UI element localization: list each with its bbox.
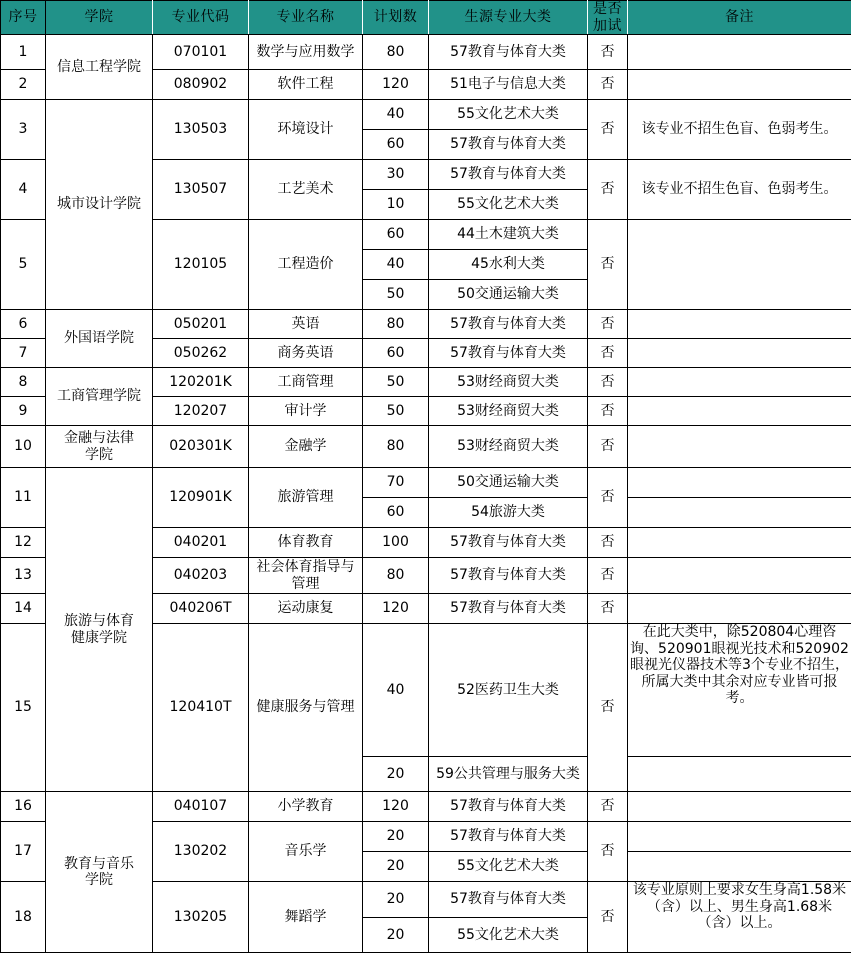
- cell-seq: 13: [1, 558, 46, 594]
- cell-source: 55文化艺术大类: [429, 852, 588, 882]
- cell-seq: 9: [1, 397, 46, 426]
- cell-major: 数学与应用数学: [249, 35, 363, 70]
- cell-plan: 120: [363, 594, 429, 624]
- cell-plan: 20: [363, 852, 429, 882]
- cell-source: 50交通运输大类: [429, 468, 588, 498]
- cell-plan: 20: [363, 918, 429, 953]
- cell-code: 130202: [153, 822, 249, 882]
- table-body: [1, 35, 851, 953]
- cell-plan: 70: [363, 468, 429, 498]
- cell-major: 审计学: [249, 397, 363, 426]
- cell-source: 53财经商贸大类: [429, 368, 588, 397]
- cell-source: 57教育与体育大类: [429, 882, 588, 918]
- header-cell-plan: 计划数: [363, 1, 429, 35]
- cell-remark: [628, 339, 851, 368]
- cell-college: [46, 426, 153, 468]
- cell-extra: 否: [588, 594, 628, 624]
- cell-remark: 该专业不招生色盲、色弱考生。: [628, 100, 851, 160]
- cell-code: 120105: [153, 220, 249, 310]
- cell-code: 130503: [153, 100, 249, 160]
- cell-source: 57教育与体育大类: [429, 792, 588, 822]
- cell-extra: 否: [588, 310, 628, 339]
- cell-plan: 60: [363, 220, 429, 250]
- table-row: [1, 368, 851, 397]
- cell-extra: 否: [588, 792, 628, 822]
- cell-remark: [628, 757, 851, 792]
- cell-code: 050262: [153, 339, 249, 368]
- table-row: [1, 468, 851, 498]
- cell-seq: 7: [1, 339, 46, 368]
- cell-plan: 50: [363, 368, 429, 397]
- cell-seq: 2: [1, 70, 46, 100]
- cell-seq: 6: [1, 310, 46, 339]
- header-extra-line-1: 是否: [593, 1, 622, 17]
- cell-major: 商务英语: [249, 339, 363, 368]
- cell-source: 57教育与体育大类: [429, 558, 588, 594]
- cell-college: [46, 792, 153, 953]
- cell-college: [46, 468, 153, 792]
- cell-source: 57教育与体育大类: [429, 160, 588, 190]
- cell-source: 57教育与体育大类: [429, 528, 588, 558]
- cell-plan: 60: [363, 339, 429, 368]
- cell-plan: 20: [363, 757, 429, 792]
- table-row: [1, 426, 851, 468]
- cell-source: 57教育与体育大类: [429, 310, 588, 339]
- cell-remark: [628, 498, 851, 528]
- cell-code: 120410T: [153, 624, 249, 792]
- cell-plan: 80: [363, 426, 429, 468]
- cell-remark: [628, 368, 851, 397]
- cell-plan: 60: [363, 130, 429, 160]
- cell-extra: 否: [588, 624, 628, 792]
- cell-seq: 5: [1, 220, 46, 310]
- cell-source: 50交通运输大类: [429, 280, 588, 310]
- cell-remark: [628, 468, 851, 498]
- cell-seq: 11: [1, 468, 46, 528]
- cell-major: 旅游管理: [249, 468, 363, 528]
- college-line-2: 健康学院: [71, 629, 127, 646]
- cell-code: 040201: [153, 528, 249, 558]
- cell-plan: 100: [363, 528, 429, 558]
- cell-major: 工商管理: [249, 368, 363, 397]
- cell-major: 舞蹈学: [249, 882, 363, 953]
- cell-plan: 50: [363, 280, 429, 310]
- cell-extra: 否: [588, 368, 628, 397]
- header-cell-source: 生源专业大类: [429, 1, 588, 35]
- cell-source: 57教育与体育大类: [429, 594, 588, 624]
- cell-source: 55文化艺术大类: [429, 918, 588, 953]
- cell-remark: [628, 35, 851, 70]
- cell-source: 53财经商贸大类: [429, 426, 588, 468]
- header-cell-extra: [588, 1, 628, 35]
- cell-college: 外国语学院: [46, 310, 153, 368]
- cell-remark: [628, 558, 851, 594]
- cell-remark: [628, 426, 851, 468]
- cell-code: 020301K: [153, 426, 249, 468]
- header-cell-college: 学院: [46, 1, 153, 35]
- cell-seq: 15: [1, 624, 46, 792]
- cell-code: 080902: [153, 70, 249, 100]
- cell-major: 工艺美术: [249, 160, 363, 220]
- header-cell-seq: 序号: [1, 1, 46, 35]
- table-row: [1, 792, 851, 822]
- cell-extra: 否: [588, 339, 628, 368]
- cell-seq: 4: [1, 160, 46, 220]
- cell-code: 120201K: [153, 368, 249, 397]
- cell-seq: 14: [1, 594, 46, 624]
- table-row: [1, 35, 851, 70]
- cell-remark: [628, 852, 851, 882]
- cell-source: 53财经商贸大类: [429, 397, 588, 426]
- table-row: [1, 100, 851, 130]
- cell-seq: 18: [1, 882, 46, 953]
- cell-code: 040206T: [153, 594, 249, 624]
- cell-extra: 否: [588, 35, 628, 70]
- cell-remark: [628, 220, 851, 310]
- cell-college: 信息工程学院: [46, 35, 153, 100]
- cell-plan: 40: [363, 100, 429, 130]
- cell-plan: 10: [363, 190, 429, 220]
- college-line-2: 学院: [85, 872, 113, 889]
- cell-extra: 否: [588, 160, 628, 220]
- cell-remark: 在此大类中，除520804心理咨询、520901眼视光技术和520902眼视光仪器技术等3个专业不招生，所属大类中其余对应专业皆可报考。: [628, 624, 851, 757]
- cell-plan: 80: [363, 310, 429, 339]
- cell-extra: 否: [588, 882, 628, 953]
- cell-code: 070101: [153, 35, 249, 70]
- cell-remark: [628, 594, 851, 624]
- cell-source: 57教育与体育大类: [429, 35, 588, 70]
- cell-code: 040203: [153, 558, 249, 594]
- header-cell-code: 专业代码: [153, 1, 249, 35]
- header-cell-major: 专业名称: [249, 1, 363, 35]
- cell-code: 120901K: [153, 468, 249, 528]
- cell-source: 59公共管理与服务大类: [429, 757, 588, 792]
- cell-major: 运动康复: [249, 594, 363, 624]
- cell-code: 050201: [153, 310, 249, 339]
- cell-plan: 60: [363, 498, 429, 528]
- cell-major: 工程造价: [249, 220, 363, 310]
- cell-extra: 否: [588, 468, 628, 528]
- cell-plan: 120: [363, 792, 429, 822]
- cell-source: 54旅游大类: [429, 498, 588, 528]
- cell-seq: 8: [1, 368, 46, 397]
- cell-major: 健康服务与管理: [249, 624, 363, 792]
- cell-major: 软件工程: [249, 70, 363, 100]
- cell-extra: 否: [588, 558, 628, 594]
- cell-code: 130507: [153, 160, 249, 220]
- cell-seq: 10: [1, 426, 46, 468]
- cell-source: 55文化艺术大类: [429, 190, 588, 220]
- cell-source: 51电子与信息大类: [429, 70, 588, 100]
- cell-remark: [628, 528, 851, 558]
- cell-code: 130205: [153, 882, 249, 953]
- cell-plan: 20: [363, 882, 429, 918]
- cell-source: 55文化艺术大类: [429, 100, 588, 130]
- cell-extra: 否: [588, 220, 628, 310]
- header-row: [1, 1, 851, 35]
- header-extra-line-2: 加试: [593, 17, 622, 34]
- cell-seq: 17: [1, 822, 46, 882]
- cell-source: 57教育与体育大类: [429, 339, 588, 368]
- cell-source: 44土木建筑大类: [429, 220, 588, 250]
- cell-extra: 否: [588, 397, 628, 426]
- cell-code: 120207: [153, 397, 249, 426]
- cell-plan: 80: [363, 35, 429, 70]
- cell-seq: 12: [1, 528, 46, 558]
- cell-remark: 该专业原则上要求女生身高1.58米（含）以上、男生身高1.68米（含）以上。: [628, 882, 851, 953]
- cell-extra: 否: [588, 822, 628, 882]
- cell-remark: 该专业不招生色盲、色弱考生。: [628, 160, 851, 220]
- cell-major: 金融学: [249, 426, 363, 468]
- cell-college: 工商管理学院: [46, 368, 153, 426]
- cell-plan: 30: [363, 160, 429, 190]
- college-line-1: 金融与法律: [64, 430, 134, 447]
- cell-extra: 否: [588, 100, 628, 160]
- cell-plan: 120: [363, 70, 429, 100]
- cell-remark: [628, 310, 851, 339]
- cell-source: 57教育与体育大类: [429, 130, 588, 160]
- cell-remark: [628, 792, 851, 822]
- cell-source: 57教育与体育大类: [429, 822, 588, 852]
- college-line-1: 教育与音乐: [64, 855, 134, 872]
- cell-extra: 否: [588, 426, 628, 468]
- cell-remark: [628, 397, 851, 426]
- college-line-2: 学院: [85, 446, 113, 463]
- cell-seq: 1: [1, 35, 46, 70]
- cell-remark: [628, 822, 851, 852]
- cell-plan: 40: [363, 624, 429, 757]
- cell-major: 社会体育指导与管理: [249, 558, 363, 594]
- cell-source: 45水利大类: [429, 250, 588, 280]
- cell-major: 音乐学: [249, 822, 363, 882]
- cell-code: 040107: [153, 792, 249, 822]
- cell-seq: 3: [1, 100, 46, 160]
- cell-extra: 否: [588, 528, 628, 558]
- table-row: [1, 310, 851, 339]
- cell-plan: 20: [363, 822, 429, 852]
- cell-plan: 40: [363, 250, 429, 280]
- cell-major: 小学教育: [249, 792, 363, 822]
- cell-college: 城市设计学院: [46, 100, 153, 310]
- cell-extra: 否: [588, 70, 628, 100]
- cell-source: 52医药卫生大类: [429, 624, 588, 757]
- cell-plan: 80: [363, 558, 429, 594]
- cell-seq: 16: [1, 792, 46, 822]
- college-line-1: 旅游与体育: [64, 613, 134, 630]
- cell-major: 体育教育: [249, 528, 363, 558]
- cell-major: 英语: [249, 310, 363, 339]
- cell-remark: [628, 70, 851, 100]
- table-header: [1, 1, 851, 35]
- cell-major: 环境设计: [249, 100, 363, 160]
- header-cell-remark: 备注: [628, 1, 851, 35]
- cell-plan: 50: [363, 397, 429, 426]
